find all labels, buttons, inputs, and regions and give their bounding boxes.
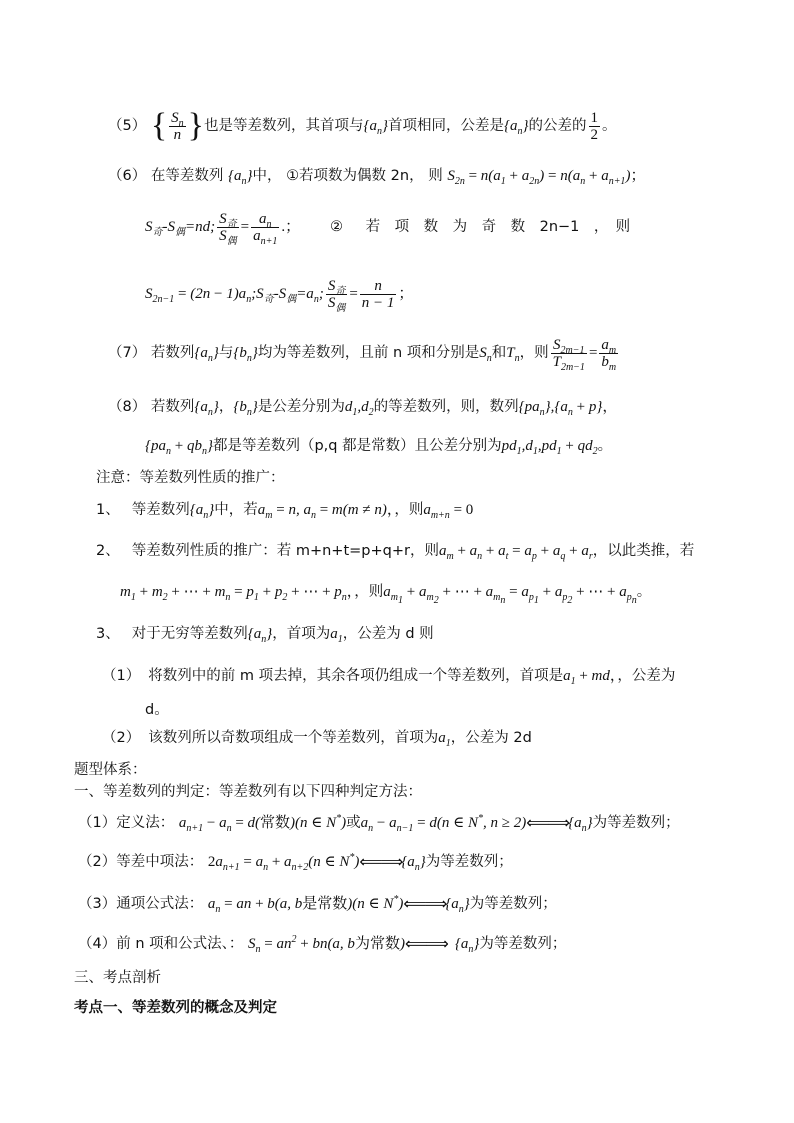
- item-number: （8）: [108, 399, 147, 415]
- item-number: （5）: [108, 118, 147, 134]
- method-3: （3）通项公式法： $a_n$ = an + b(a, b是常数)(n ∈ $N^*)⟸⟹\{a_n\}$为等差数列；: [78, 894, 557, 915]
- exam-point-1-title: 考点一、等差数列的概念及判定: [74, 1000, 277, 1016]
- item-number: （7）: [108, 345, 147, 361]
- note-3: 3、 对于无穷等差数列$\{a_n\}$，首项为$a_1$，公差为 d 则: [96, 626, 434, 645]
- item-8-continued: $\{pa_n + qb_n\}$都是等差数列（p,q 都是常数）且公差分别为$pd_1,d_1,pd_1 + qd_2$。: [145, 438, 613, 457]
- item-5: （5） { $\frac{S_n}{n}$ }也是等差数列，其首项与$\{a_n\}$首项相同，公差是$\{a_n\}$的公差的 $\frac{1}{2}$ 。: [108, 107, 617, 144]
- item-6-odd-formula: $S_{2n-1} = (2n$ − $1)a_n;S_奇-S_偶=a_n$; $\frac{S_奇}{S_偶}$ = $\frac{n}{n - 1}$ ；: [145, 277, 414, 314]
- system-title: 题型体系：: [74, 762, 147, 778]
- equivalence-arrow-icon: ⟸⟹: [404, 934, 447, 953]
- note-3-sub-1-continued: d。: [145, 702, 169, 718]
- section-3-title: 三、考点剖析: [74, 970, 161, 986]
- equivalence-arrow-icon: ⟸⟹: [359, 852, 402, 871]
- equivalence-arrow-icon: ⟸⟹: [403, 894, 446, 913]
- note-title: 注意：等差数列性质的推广：: [96, 470, 285, 486]
- fraction-one-half: $\frac{1}{2}$: [590, 109, 598, 143]
- method-1: （1）定义法： $a_{n+1} - a_n = d$(常数)(n ∈ N*)或$a_n - a_{n-1} = d(n$ ∈ N*, $n \ge 2)⟸⟹\{a_n\}$为等差数列；: [78, 813, 680, 834]
- item-6-even-ratio: $S_奇-S_偶=nd$; $\frac{S_奇}{S_偶}$ = $\frac{a_n}{a_{n+1}}$ .；: [145, 210, 301, 247]
- formula-even-sum: $S_{2n} = n(a_1 + a_{2n}) = n(a_n + a_{n+1})$: [447, 168, 631, 187]
- fraction-sn-over-n: $\frac{S_n}{n}$: [171, 109, 184, 143]
- system-heading: 一、等差数列的判定：等差数列有以下四种判定方法：: [74, 784, 422, 800]
- note-3-sub-1: （1） 将数列中的前 m 项去掉，其余各项仍组成一个等差数列，首项是$a_1$ + md，，公差为: [102, 668, 676, 687]
- method-4: （4）前 n 项和公式法、： $S_n = an^2 + bn(a$, b为常数)⟸⟹ $\{a_n\}$为等差数列；: [78, 934, 567, 955]
- item-7: （7） 若数列$\{a_n\}$与$\{b_n\}$均为等差数列，且前 n 项和分别是$S_n$和$T_n$，则 $\frac{S_{2m-1}}{T_{2m-1}}$ = $\frac{a_m}{b_m}$: [108, 336, 617, 373]
- item-6-case-2: ② 若 项 数 为 奇 数 2n−1 ， 则: [330, 219, 631, 235]
- note-3-sub-2: （2） 该数列所以奇数项组成一个等差数列，首项为$a_1$，公差为 2d: [102, 730, 532, 749]
- note-2: 2、 等差数列性质的推广：若 m+n+t=p+q+r，则$a_m + a_n + a_t = a_p + a_q + a_r$，以此类推，若: [96, 543, 695, 562]
- note-1: 1、 等差数列$\{a_n\}$中，若$a_m = n$, $a_n = m(m \ne n)$，，则$a_{m+n} = 0$: [96, 502, 474, 521]
- note-2-continued: $m_1 + m_2$ + ⋯ + $m_n = p_1 + p_2$ + ⋯ + $p_n$，，则$a_{m_1} + a_{m_2}$ + ⋯ + $a_{m_n} = a_{p_1} + a_{p_2}$ + ⋯ + $a_{p_n}$。: [120, 584, 652, 606]
- method-2: （2）等差中项法： $2a_{n+1} = a_n + a_{n+2}(n$ ∈ $N^*)⟸⟹\{a_n\}$为等差数列；: [78, 852, 513, 873]
- item-8: （8） 若数列$\{a_n\}$，$\{b_n\}$是公差分别为$d_1,d_2$的等差数列，则，数列$\{pa_n\},\{a_n + p\}$，: [108, 399, 618, 418]
- item-number: （6）: [108, 168, 147, 184]
- item-6: （6） 在等差数列 $\{a_n\}$中， ①若项数为偶数 2n， 则 $S_{2n} = n(a_1 + a_{2n}) = n(a_n + a_{n+1})$；: [108, 168, 646, 187]
- equivalence-arrow-icon: ⟸⟹: [526, 813, 569, 832]
